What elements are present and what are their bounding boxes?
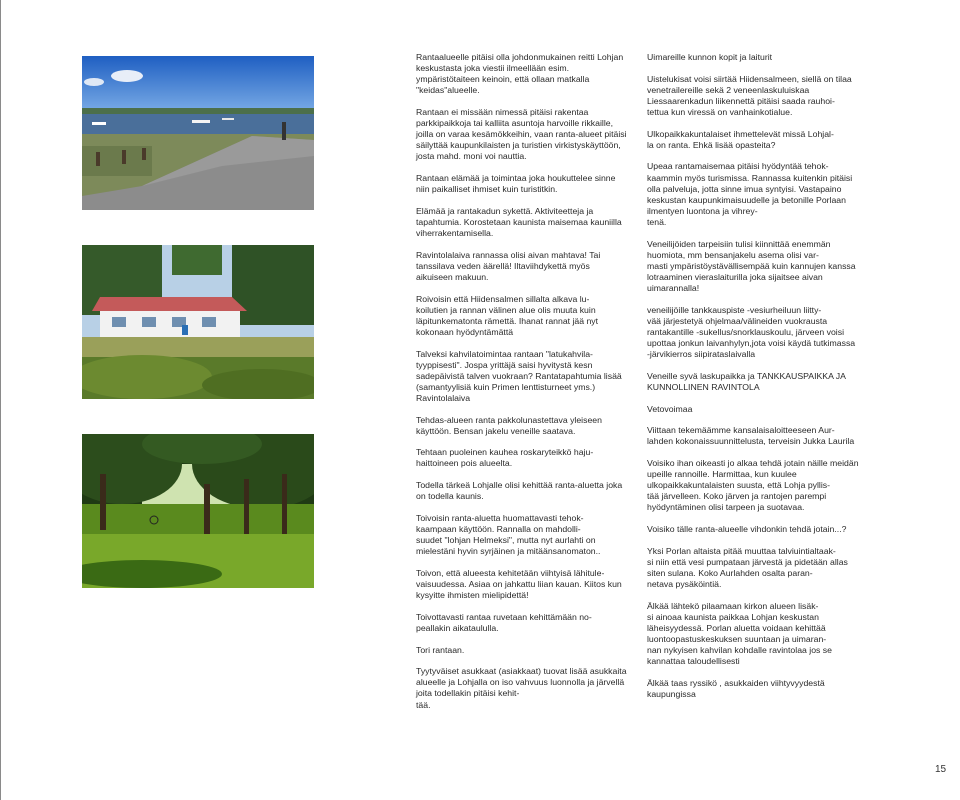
comment-paragraph: Ulkopaikkakuntalaiset ihmettelevät missä Lohjal- la on ranta. Ehkä lisää opasteita? bbox=[647, 128, 834, 150]
comment-paragraph: Rantaan ei missään nimessä pitäisi rakentaa parkkipaikkoja tai kalliita asuntoja harvoille rikkaille, joilla on varaa kesämökkeihin, vaan ranta-alueet pitäisi säilyttää kaupunkilaisten ja turistien virkistyskäyttöön, josta mahd. moni voi nauttia. bbox=[416, 106, 627, 162]
comment-paragraph: Toivottavasti rantaa ruvetaan kehittämään no- peallakin aikataululla. bbox=[416, 611, 592, 633]
comment-paragraph: Veneille syvä laskupaikka ja TANKKAUSPAIKKA JA KUNNOLLINEN RAVINTOLA bbox=[647, 370, 846, 392]
comment-paragraph: Uimareille kunnon kopit ja laiturit bbox=[647, 52, 773, 62]
comment-paragraph: Tehtaan puoleinen kauhea roskaryteikkö haju- haittoineen pois alueelta. bbox=[416, 447, 594, 469]
comment-paragraph: Vetovoimaa bbox=[647, 403, 693, 414]
comment-paragraph: Elämää ja rantakadun sykettä. Aktiviteetteja ja tapahtumia. Korostetaan kaunista maisemaa kauniilla viherrakentamisella. bbox=[416, 205, 622, 238]
comment-paragraph: Tehdas-alueen ranta pakkolunastettava yleiseen käyttöön. Bensan jakelu veneille saatava. bbox=[416, 414, 602, 436]
comment-paragraph: Älkää taas ryssikö , asukkaiden viihtyvyydestä kaupungissa bbox=[647, 677, 825, 699]
comment-paragraph: Ravintolalaiva rannassa olisi aivan mahtava! Tai tanssilava veden äärellä! Iltaviihdykettä myös aikuiseen makuun. bbox=[416, 249, 601, 282]
comment-paragraph: Tyytyväiset asukkaat (asiakkaat) tuovat lisää asukkaita alueelle ja Lohjalla on iso vahvuus luonnolla ja järvellä joita todellakin pitäisi kehit- tää. bbox=[416, 666, 627, 710]
comment-paragraph: Upeaa rantamaisemaa pitäisi hyödyntää tehok- kaammin myös turismissa. Rannassa kuitenkin pitäisi olla palveluja, jotta sinne imua syntyisi. Vastapaino keskustan kaupunkimaisuudelle ja betonille Porlaan ilmentyen luontona ja vihrey- tenä. bbox=[647, 161, 853, 227]
comment-paragraph: Roivoisin että Hiidensalmen sillalta alkava lu- koilutien ja rannan välinen alue olis muuta kuin läpitunkematonta rämettä. Ihanat rannat jää nyt kokonaan hyödyntämättä bbox=[416, 293, 599, 337]
page-edge-line bbox=[0, 0, 1, 800]
page-number: 15 bbox=[935, 764, 947, 775]
comment-paragraph: Voisiko tälle ranta-alueelle vihdonkin tehdä jotain...? bbox=[647, 524, 847, 535]
comment-paragraph: veneilijöille tankkauspiste -vesiurheiluun liitty- vää järjestetyä ohjelmaa/välineiden vuokrausta rantakantille -sukellus/snorklauskoulu, järveen voisi upottaa jonkun laivanhylyn,jota voisi käydä tutkimassa -järvikierros siipirataslaivalla bbox=[647, 304, 856, 360]
comment-paragraph: Voisiko ihan oikeasti jo alkaa tehdä jotain näille meidän upeille rannoille. Harmittaa, kun kuulee ulkopaikkakuntalaisten suusta, että Lohja pyllis- tää järvelleen. Koko järven ja rantojen parempi hyödyntäminen olisi tarpeen ja suotavaa. bbox=[647, 457, 859, 513]
comment-paragraph: Toivon, että alueesta kehitetään viihtyisä lähitule- vaisuudessa. Asiaa on jahkattu liian kauan. Kiitos kun kysyitte ihmisten mielipidettä! bbox=[416, 567, 622, 601]
comment-paragraph: Rantaan elämää ja toimintaa joka houkuttelee sinne niin paikalliset ihmiset kuin turistitkin. bbox=[416, 173, 616, 195]
comment-paragraph: Tori rantaan. bbox=[416, 644, 465, 655]
comment-paragraph: Talveksi kahvilatoimintaa rantaan "latukahvila- tyyppisesti". Jospa yrittäjä saisi hyvitystä kesn sadepäivistä talven vuokraan? Rantatapahtumia lisää (samantyylisiä kuin Primen lenttisturneet yms.) Ravintolalaiva bbox=[416, 348, 622, 403]
comment-paragraph: Toivoisin ranta-aluetta huomattavasti tehok- kaampaan käyttöön. Rannalla on mahdolli- suudet "lohjan Helmeksi", mutta nyt aurlahti on mielestäni hyvin syrjäinen ja mitäänsanomaton.. bbox=[416, 512, 601, 557]
comment-paragraph: Viittaan tekemäämme kansalaisaloitteeseen Aur- lahden kokonaissuunnittelusta, terveisin Jukka Laurila bbox=[647, 425, 855, 447]
comment-paragraph: Todella tärkeä Lohjalle olisi kehittää ranta-aluetta joka on todella kaunis. bbox=[416, 480, 623, 502]
comment-paragraph: Veneilijöiden tarpeisiin tulisi kiinnittää enemmän huomiota, mm bensanjakelu asema olisi var- masti ympäristöystävällisempää kuin kannujen kanssa lotraaminen vieraslaiturilla joka sijaitsee aivan uimarannalla! bbox=[647, 238, 856, 293]
harbour-shore-photo bbox=[82, 56, 314, 210]
comment-paragraph: Uistelukisat voisi siirtää Hiidensalmeen, siellä on tilaa venetrailereille sekä 2 veneenlaskuluiskaa Liessaarenkadun liikennettä pitäisi saada rauhoi- tettua kun viressä on vanhainkotialue. bbox=[647, 73, 852, 117]
comment-paragraph: Älkää lähtekö pilaamaan kirkon alueen lisäk- si ainoaa kaunista paikkaa Lohjan keskustan läheisyydessä. Porlan aluetta voidaan kehittää luontoopastuskeskuksen suuntaan ja uimaran- nan nykyisen kahvilan kohdalle ravintolaa jos se kannattaa taloudellisesti bbox=[647, 600, 832, 667]
comments-column-middle bbox=[416, 52, 628, 721]
comment-paragraph: Rantaalueelle pitäisi olla johdonmukainen reitti Lohjan keskustasta joka viestii ilmeellään esim. ympäristötaiteen keinoin, että ollaan matkalla "keidas"alueelle. bbox=[416, 52, 624, 96]
comment-paragraph: Yksi Porlan altaista pitää muuttaa talviuintialtaak- si niin että vesi pumpataan järvestä ja pidetään allas siten sulana. Koko Aurlahden osalta paran- netava pysäköintiä. bbox=[647, 545, 848, 589]
lakeside-cafe-photo bbox=[82, 245, 314, 399]
shaded-park-photo bbox=[82, 434, 314, 588]
comments-column-right bbox=[647, 52, 859, 711]
